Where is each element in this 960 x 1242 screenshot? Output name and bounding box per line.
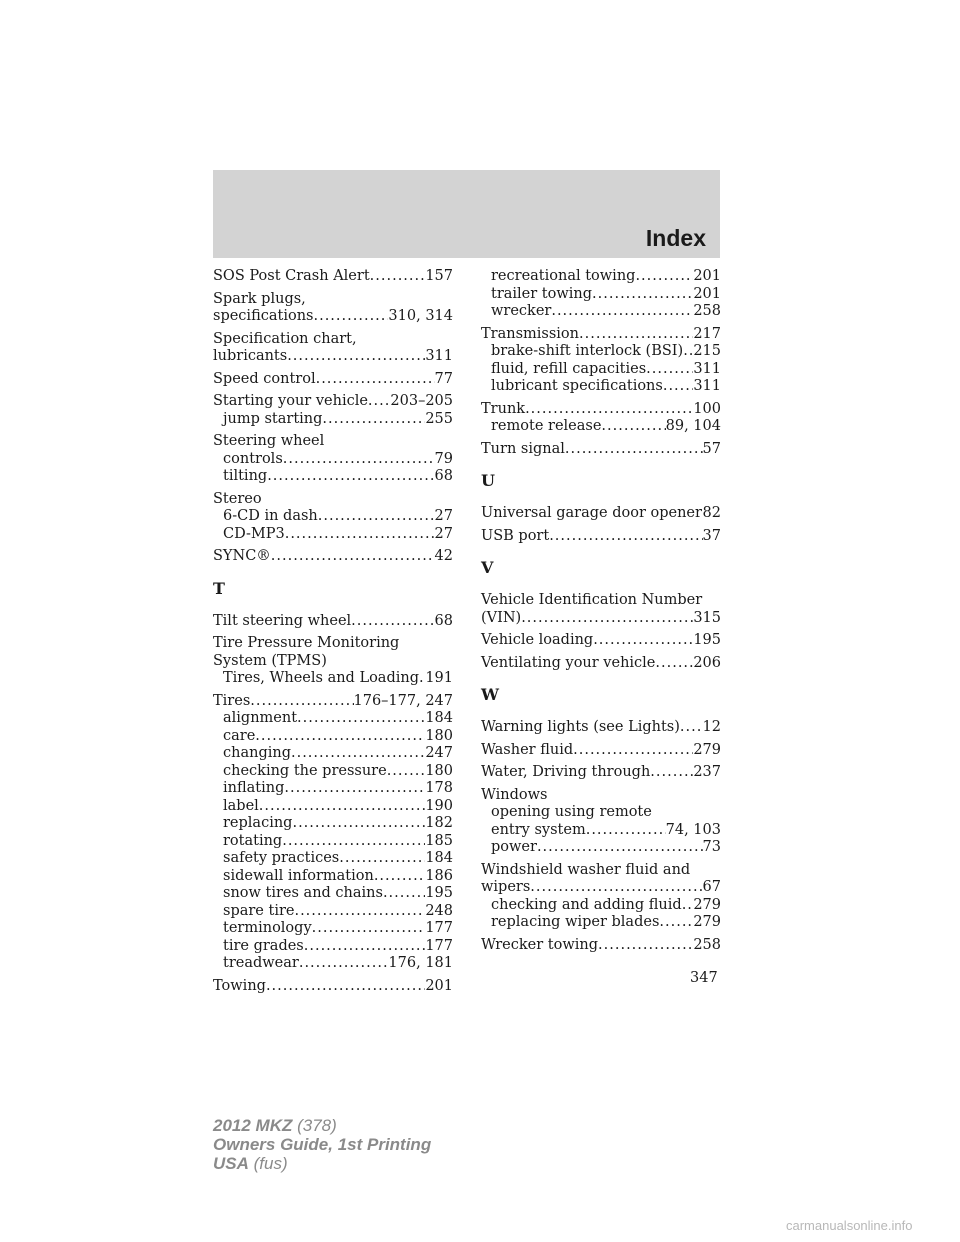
dot-leader — [259, 798, 426, 816]
index-entry — [481, 401, 721, 436]
index-subentry-line — [213, 710, 453, 728]
entry-term: CD-MP3 — [223, 525, 285, 542]
entry-page-ref: 100 — [693, 400, 721, 417]
dot-leader — [322, 411, 425, 429]
entry-term: checking and adding fluid — [491, 896, 682, 913]
index-entry-line — [481, 610, 721, 628]
index-entry-line — [213, 693, 453, 711]
entry-term: Starting your vehicle — [213, 393, 368, 409]
dot-leader — [304, 938, 426, 956]
entry-term: jump starting — [223, 410, 323, 427]
entry-page-ref: 191 — [425, 670, 453, 686]
dot-leader — [650, 764, 693, 782]
index-subentry-line — [481, 914, 721, 932]
dot-leader — [565, 441, 703, 459]
entry-term: 6-CD in dash — [223, 508, 318, 524]
index-entry — [213, 371, 453, 389]
entry-page-ref: 258 — [693, 936, 721, 953]
index-subentry-line — [213, 670, 453, 688]
index-entry-line — [213, 268, 453, 286]
entry-term: Vehicle loading — [481, 632, 594, 648]
index-entry — [481, 937, 721, 955]
index-entry — [481, 592, 721, 627]
index-letter-heading: V — [481, 558, 494, 577]
index-entry — [481, 441, 721, 459]
entry-term: Speed control — [213, 370, 316, 387]
index-subentry-line — [481, 268, 721, 286]
index-entry-line — [481, 764, 721, 782]
entry-term: controls — [223, 450, 283, 467]
entry-page-ref: 217 — [693, 325, 721, 342]
index-subentry-line — [481, 361, 721, 379]
index-subentry-line — [213, 508, 453, 526]
entry-term: (VIN) — [481, 609, 522, 626]
dot-leader — [250, 693, 353, 711]
entry-page-ref: 184 — [425, 850, 453, 866]
entry-term: replacing wiper blades — [491, 914, 660, 930]
entry-term: Washer fluid — [481, 741, 574, 758]
dot-leader — [521, 610, 693, 628]
index-letter-heading: T — [213, 578, 225, 598]
dot-leader — [267, 468, 434, 486]
entry-page-ref: 279 — [693, 741, 721, 758]
dot-leader — [318, 508, 435, 526]
entry-page-ref: 184 — [425, 710, 453, 726]
dot-leader — [663, 378, 693, 396]
dot-leader — [294, 903, 425, 921]
index-entry — [481, 528, 721, 546]
dot-leader — [586, 822, 666, 840]
entry-page-ref: 248 — [425, 902, 453, 919]
dot-leader — [537, 839, 703, 857]
page-title: Index — [645, 225, 706, 251]
index-entry-line — [213, 978, 453, 996]
dot-leader — [255, 728, 425, 746]
entry-term: Vehicle Identification Number — [481, 592, 703, 608]
index-subentry-line — [213, 938, 453, 956]
index-entry-line — [213, 653, 453, 671]
dot-leader — [551, 303, 693, 321]
entry-page-ref: 42 — [434, 548, 453, 564]
entry-term: Turn signal — [481, 440, 565, 457]
entry-page-ref: 215 — [693, 343, 721, 359]
entry-term: Tire Pressure Monitoring — [213, 635, 400, 651]
entry-term: tilting — [223, 468, 268, 484]
dot-leader — [659, 914, 693, 932]
dot-leader — [284, 780, 425, 798]
entry-term: lubricants — [213, 348, 288, 364]
index-entry — [481, 764, 721, 782]
entry-page-ref: 74, 103 — [665, 821, 721, 838]
entry-page-ref: 190 — [425, 797, 453, 814]
entry-page-ref: 176, 181 — [388, 955, 453, 971]
index-subentry-line — [213, 728, 453, 746]
dot-leader — [291, 745, 425, 763]
entry-term: lubricant specifications — [491, 378, 663, 394]
entry-page-ref: 73 — [702, 839, 721, 855]
index-entry — [481, 787, 721, 857]
entry-term: remote release — [491, 418, 602, 434]
index-entry-line — [481, 879, 721, 897]
index-entry — [481, 268, 721, 321]
footer-market-code: (fus) — [253, 1154, 288, 1173]
entry-page-ref: 315 — [693, 609, 721, 626]
entry-term: USB port — [481, 527, 550, 544]
entry-term: Wrecker towing — [481, 936, 599, 953]
entry-term: label — [223, 797, 259, 814]
entry-page-ref: 180 — [425, 762, 453, 779]
index-subentry-line — [481, 303, 721, 321]
entry-term: specifications — [213, 308, 314, 324]
index-entry — [481, 655, 721, 673]
entry-term: Tires — [213, 692, 251, 709]
dot-leader — [646, 361, 693, 379]
index-entry-line — [481, 528, 721, 546]
index-subentry-line — [213, 798, 453, 816]
entry-term: spare tire — [223, 902, 295, 919]
entry-page-ref: 89, 104 — [665, 418, 721, 434]
footer-market: USA — [213, 1154, 249, 1173]
entry-term: Trunk — [481, 400, 526, 417]
index-entry — [481, 505, 721, 523]
dot-leader — [313, 308, 388, 326]
index-subentry-line — [481, 822, 721, 840]
entry-term: Transmission — [481, 325, 580, 342]
entry-term: trailer towing — [491, 285, 593, 302]
entry-page-ref: 201 — [693, 268, 721, 284]
entry-term: Water, Driving through — [481, 764, 651, 780]
index-entry-line — [481, 742, 721, 760]
index-entry-line — [213, 371, 453, 389]
index-entry — [213, 268, 453, 286]
entry-page-ref: 79 — [434, 450, 453, 467]
entry-page-ref: 37 — [702, 527, 721, 544]
index-header-bar — [213, 170, 720, 258]
entry-term: terminology — [223, 920, 312, 936]
entry-term: replacing — [223, 815, 293, 831]
dot-leader — [297, 710, 425, 728]
index-subentry-line — [213, 850, 453, 868]
dot-leader — [282, 833, 425, 851]
index-entry — [481, 742, 721, 760]
index-entry — [481, 326, 721, 396]
index-subentry-line — [481, 286, 721, 304]
index-entry-line — [481, 401, 721, 419]
index-entry — [213, 393, 453, 428]
dot-leader — [271, 548, 435, 566]
index-entry-line — [213, 548, 453, 566]
entry-page-ref: 57 — [702, 440, 721, 457]
dot-leader — [312, 920, 426, 938]
index-subentry-line — [213, 868, 453, 886]
dot-leader — [598, 937, 693, 955]
entry-page-ref: 201 — [425, 977, 453, 994]
dot-leader — [299, 955, 389, 973]
index-subentry-line — [213, 955, 453, 973]
index-entry — [213, 491, 453, 544]
entry-term: SYNC® — [213, 548, 271, 564]
dot-leader — [579, 326, 693, 344]
index-subentry-line — [213, 526, 453, 544]
index-entry — [213, 548, 453, 566]
entry-page-ref: 186 — [425, 867, 453, 884]
entry-term: opening using remote — [491, 804, 652, 820]
entry-page-ref: 176–177, 247 — [353, 692, 453, 709]
index-subentry-line — [213, 411, 453, 429]
index-entry-line — [481, 592, 721, 610]
index-entry-line — [213, 491, 453, 509]
entry-term: SOS Post Crash Alert — [213, 268, 370, 284]
entry-term: alignment — [223, 710, 298, 726]
dot-leader — [283, 451, 435, 469]
index-entry-line — [213, 433, 453, 451]
dot-leader — [592, 286, 693, 304]
entry-page-ref: 180 — [425, 727, 453, 744]
index-column-left — [213, 268, 453, 1000]
index-entry-line — [481, 719, 721, 737]
entry-page-ref: 279 — [693, 896, 721, 913]
entry-page-ref: 237 — [693, 764, 721, 780]
entry-term: Tilt steering wheel — [213, 612, 352, 629]
entry-page-ref: 255 — [425, 410, 453, 427]
entry-term: Specification chart, — [213, 330, 357, 347]
index-entry — [213, 433, 453, 486]
watermark-text: carmanualsonline.info — [786, 1218, 913, 1233]
entry-term: Ventilating your vehicle — [481, 654, 656, 671]
dot-leader — [316, 371, 435, 389]
entry-term: safety practices — [223, 850, 340, 866]
entry-page-ref: 82 — [702, 505, 721, 521]
entry-term: snow tires and chains — [223, 885, 383, 901]
index-entry — [213, 291, 453, 326]
entry-term: entry system — [491, 821, 586, 838]
entry-term: Windows — [481, 786, 548, 803]
footer-model: 2012 MKZ — [213, 1116, 293, 1135]
entry-term: Steering wheel — [213, 433, 325, 449]
entry-page-ref: 177 — [425, 937, 453, 954]
dot-leader — [573, 742, 693, 760]
dot-leader — [593, 632, 693, 650]
entry-page-ref: 311 — [693, 378, 721, 394]
index-entry — [213, 635, 453, 688]
index-subentry-line — [213, 468, 453, 486]
index-entry — [481, 719, 721, 737]
entry-term: wipers — [481, 879, 531, 895]
dot-leader — [530, 879, 702, 897]
entry-term: power — [491, 839, 537, 855]
entry-term: checking the pressure — [223, 762, 387, 779]
entry-page-ref: 310, 314 — [388, 308, 453, 324]
entry-term: Spark plugs, — [213, 290, 306, 307]
index-subentry-line — [213, 885, 453, 903]
entry-term: fluid, refill capacities — [491, 360, 647, 377]
entry-term: rotating — [223, 832, 283, 849]
entry-page-ref: 195 — [693, 632, 721, 648]
index-entry-line — [481, 326, 721, 344]
entry-page-ref: 157 — [425, 268, 453, 284]
index-subentry-line — [481, 839, 721, 857]
index-subentry-line — [213, 780, 453, 798]
dot-leader — [266, 978, 425, 996]
index-subentry-line — [213, 920, 453, 938]
index-entry-line — [213, 291, 453, 309]
entry-page-ref: 177 — [425, 920, 453, 936]
entry-page-ref: 247 — [425, 745, 453, 761]
entry-term: brake-shift interlock (BSI) — [491, 343, 684, 359]
entry-page-ref: 27 — [434, 508, 453, 524]
entry-page-ref: 279 — [693, 914, 721, 930]
entry-page-ref: 203–205 — [390, 393, 453, 409]
index-subentry-line — [213, 833, 453, 851]
entry-page-ref: 12 — [702, 719, 721, 735]
entry-page-ref: 68 — [434, 468, 453, 484]
dot-leader — [549, 528, 702, 546]
index-entry — [481, 632, 721, 650]
dot-leader — [680, 719, 703, 737]
index-entry-line — [213, 348, 453, 366]
index-subentry-line — [481, 418, 721, 436]
entry-term: tire grades — [223, 937, 304, 954]
index-subentry-line — [213, 745, 453, 763]
dot-leader — [655, 655, 693, 673]
index-letter-heading: W — [481, 685, 499, 704]
entry-term: care — [223, 727, 256, 744]
index-column-right — [481, 268, 721, 959]
entry-term: changing — [223, 745, 291, 761]
index-subentry-line — [213, 903, 453, 921]
index-entry-line — [213, 331, 453, 349]
index-subentry-line — [481, 897, 721, 915]
index-entry — [213, 978, 453, 996]
index-entry-line — [213, 635, 453, 653]
dot-leader — [339, 850, 425, 868]
index-entry-line — [213, 613, 453, 631]
index-entry-line — [481, 441, 721, 459]
dot-leader — [601, 418, 665, 436]
entry-term: Windshield washer fluid and — [481, 861, 691, 878]
entry-term: Universal garage door opener — [481, 505, 702, 521]
dot-leader — [285, 526, 435, 544]
entry-term: inflating — [223, 780, 285, 796]
dot-leader — [683, 343, 693, 361]
entry-page-ref: 27 — [434, 525, 453, 542]
index-entry — [213, 613, 453, 631]
index-letter-heading: U — [481, 471, 495, 490]
index-entry-line — [481, 505, 721, 523]
dot-leader — [525, 401, 693, 419]
dot-leader — [635, 268, 693, 286]
index-entry-line — [481, 787, 721, 805]
index-entry-line — [481, 632, 721, 650]
dot-leader — [682, 897, 694, 915]
entry-term: Stereo — [213, 490, 262, 507]
index-subentry-line — [213, 815, 453, 833]
index-entry-line — [481, 937, 721, 955]
entry-page-ref: 182 — [425, 815, 453, 831]
index-entry-line — [481, 655, 721, 673]
index-entry-line — [481, 862, 721, 880]
dot-leader — [368, 393, 390, 411]
print-footer — [213, 1116, 431, 1173]
index-entry-line — [213, 308, 453, 326]
dot-leader — [383, 885, 425, 903]
index-subentry-line — [481, 343, 721, 361]
dot-leader — [374, 868, 425, 886]
index-entry-line — [213, 393, 453, 411]
entry-page-ref: 195 — [425, 885, 453, 901]
entry-page-ref: 77 — [434, 370, 453, 387]
entry-page-ref: 206 — [693, 654, 721, 671]
footer-edition: Owners Guide, 1st Printing — [213, 1135, 432, 1154]
index-subentry-line — [481, 378, 721, 396]
entry-term: Tires, Wheels and Loading — [223, 670, 419, 686]
dot-leader — [287, 348, 425, 366]
entry-page-ref: 68 — [434, 612, 453, 629]
dot-leader — [387, 763, 426, 781]
dot-leader — [351, 613, 434, 631]
entry-term: sidewall information — [223, 867, 374, 884]
entry-page-ref: 258 — [693, 303, 721, 319]
index-subentry-line — [481, 804, 721, 822]
entry-term: recreational towing — [491, 268, 636, 284]
dot-leader — [370, 268, 426, 286]
index-entry — [481, 862, 721, 932]
entry-term: Towing — [213, 977, 266, 994]
entry-term: wrecker — [491, 303, 552, 319]
entry-term: treadwear — [223, 955, 299, 971]
page-number: 347 — [690, 970, 718, 986]
footer-code: (378) — [297, 1116, 337, 1135]
index-subentry-line — [213, 763, 453, 781]
index-entry — [213, 693, 453, 973]
entry-page-ref: 178 — [425, 780, 453, 796]
index-subentry-line — [213, 451, 453, 469]
entry-term: Warning lights (see Lights) — [481, 719, 680, 735]
dot-leader — [292, 815, 425, 833]
entry-page-ref: 311 — [425, 348, 453, 364]
entry-page-ref: 185 — [425, 832, 453, 849]
entry-page-ref: 311 — [693, 360, 721, 377]
index-entry — [213, 331, 453, 366]
entry-term: System (TPMS) — [213, 652, 327, 669]
entry-page-ref: 201 — [693, 285, 721, 302]
entry-page-ref: 67 — [702, 879, 721, 895]
